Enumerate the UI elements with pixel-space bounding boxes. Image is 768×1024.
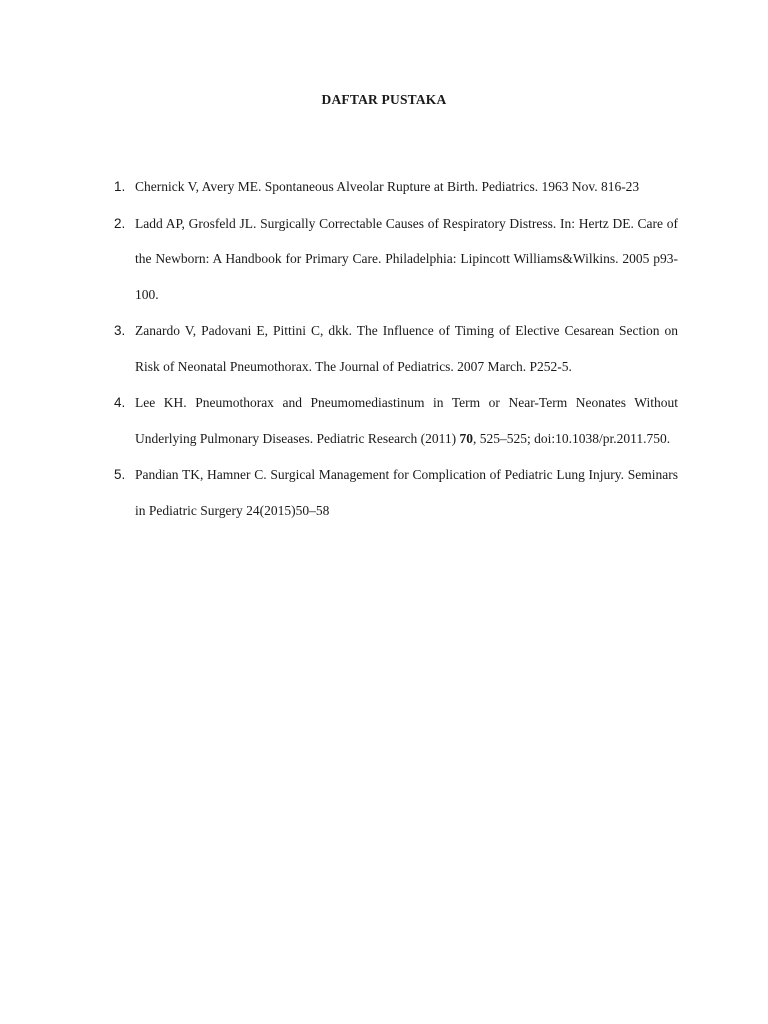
reference-text: Ladd AP, Grosfeld JL. Surgically Correctable Causes of Respiratory Distress. In: Hertz DE. Care of the Newborn: A Handbook for Primary Care. Philadelphia: Lipincott Williams&Wilkins. 2005 p93-100. — [135, 215, 678, 302]
reference-number: 2. — [114, 215, 126, 231]
reference-text: Zanardo V, Padovani E, Pittini C, dkk. The Influence of Timing of Elective Cesarean Section on Risk of Neonatal Pneumothorax. The Journal of Pediatrics. 2007 March. P252-5. — [135, 323, 678, 374]
reference-item-5 — [114, 457, 678, 528]
reference-number: 3. — [114, 323, 126, 338]
reference-text-after-volume: , 525–525; doi:10.1038/pr.2011.750. — [473, 430, 671, 446]
reference-number: 1. — [114, 179, 126, 194]
reference-text: Chernick V, Avery ME. Spontaneous Alveolar Rupture at Birth. Pediatrics. 1963 Nov. 816-23 — [135, 179, 640, 194]
reference-text-before-volume: Lee KH. Pneumothorax and Pneumomediastinum in Term or Near-Term Neonates Without Underlying Pulmonary Diseases. Pediatric Research (2011) — [135, 395, 678, 446]
reference-text — [135, 395, 678, 446]
page-title: DAFTAR PUSTAKA — [321, 92, 447, 107]
reference-number: 5. — [114, 467, 126, 482]
reference-item-1 — [114, 169, 678, 205]
reference-item-2 — [114, 206, 678, 313]
reference-volume: 70 — [459, 430, 474, 446]
reference-text: Pandian TK, Hamner C. Surgical Management for Complication of Pediatric Lung Injury. Seminars in Pediatric Surgery 24(2015)50–58 — [135, 467, 678, 518]
reference-item-4 — [114, 385, 678, 456]
reference-item-3 — [114, 313, 678, 384]
reference-number: 4. — [114, 395, 126, 410]
reference-list — [114, 169, 678, 529]
